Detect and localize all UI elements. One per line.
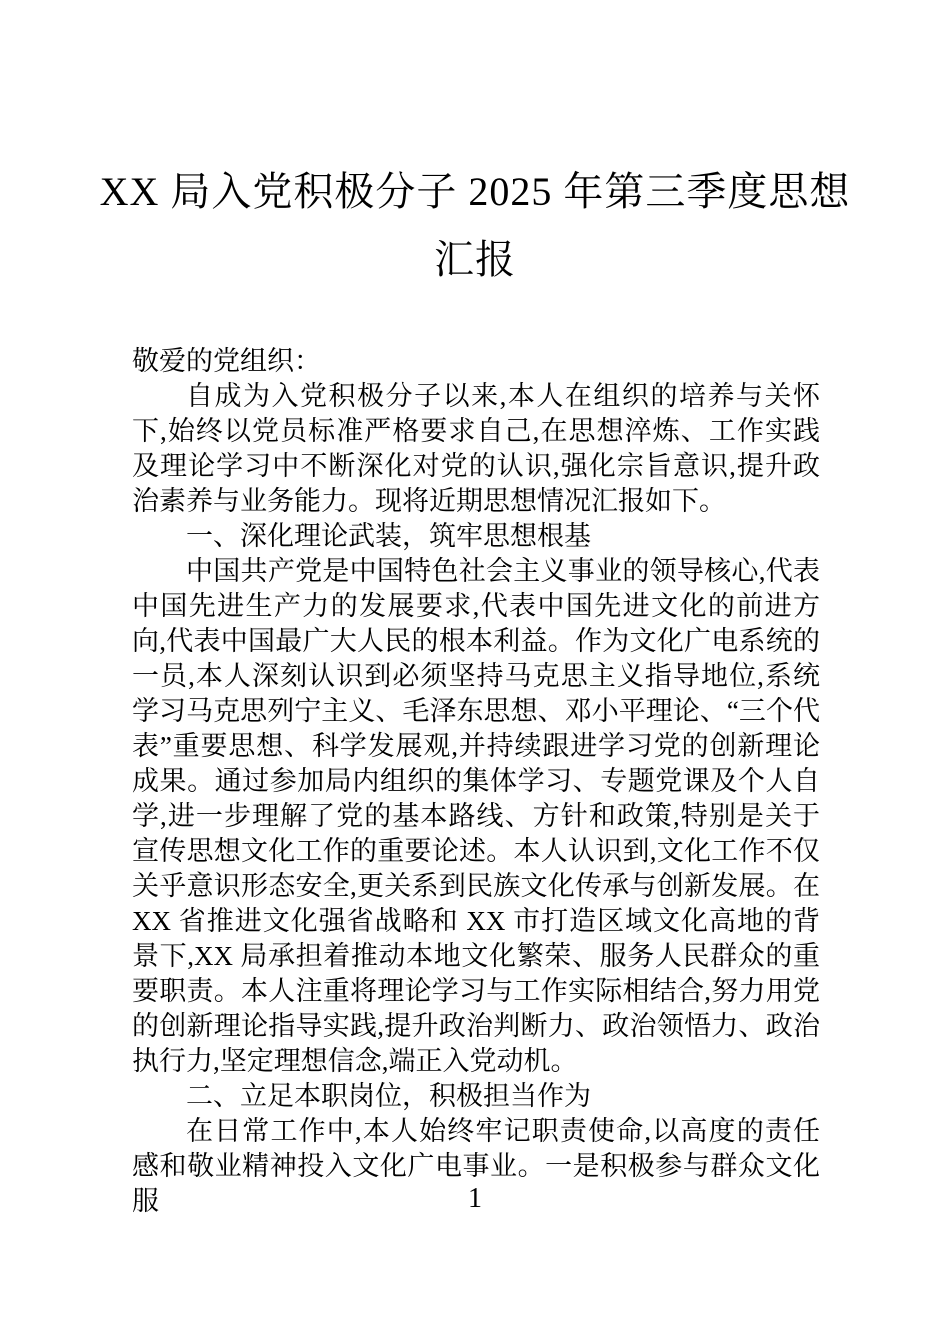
document-title-line-2: 汇报	[434, 237, 516, 282]
salutation: 敬爱的党组织：	[132, 346, 321, 376]
document-title	[95, 0, 855, 294]
document-body	[132, 294, 820, 1219]
paragraph-section-2: 在日常工作中,本人始终牢记职责使命,以高度的责任感和敬业精神投入文化广电事业。一是积极参与群众文化服	[132, 1116, 820, 1216]
paragraph-section-1: 中国共产党是中国特色社会主义事业的领导核心,代表中国先进生产力的发展要求,代表中国先进文化的前进方向,代表中国最广大人民的根本利益。作为文化广电系统的一员,本人深刻认识到必须坚持马克思主义指导地位,系统学习马克思列宁主义、毛泽东思想、邓小平理论、“三个代表”重要思想、科学发展观,并持续跟进学习党的创新理论成果。通过参加局内组织的集体学习、专题党课及个人自学,进一步理解了党的基本路线、方针和政策,特别是关于宣传思想文化工作的重要论述。本人认识到,文化工作不仅关乎意识形态安全,更关系到民族文化传承与创新发展。在 XX 省推进文化强省战略和 XX 市打造区域文化高地的背景下,XX 局承担着推动本地文化繁荣、服务人民群众的重要职责。本人注重将理论学习与工作实际相结合,努力用党的创新理论指导实践,提升政治判断力、政治领悟力、政治执行力,坚定理想信念,端正入党动机。	[132, 556, 820, 1076]
paragraph-intro: 自成为入党积极分子以来,本人在组织的培养与关怀下,始终以党员标准严格要求自己,在思想淬炼、工作实践及理论学习中不断深化对党的认识,强化宗旨意识,提升政治素养与业务能力。现将近期思想情况汇报如下。	[132, 381, 820, 516]
section-heading-1: 一、深化理论武装，筑牢思想根基	[186, 521, 591, 551]
page-number: 1	[468, 1183, 482, 1214]
section-heading-2: 二、立足本职岗位，积极担当作为	[186, 1081, 591, 1111]
document-title-line-1: XX 局入党积极分子 2025 年第三季度思想	[99, 169, 851, 214]
